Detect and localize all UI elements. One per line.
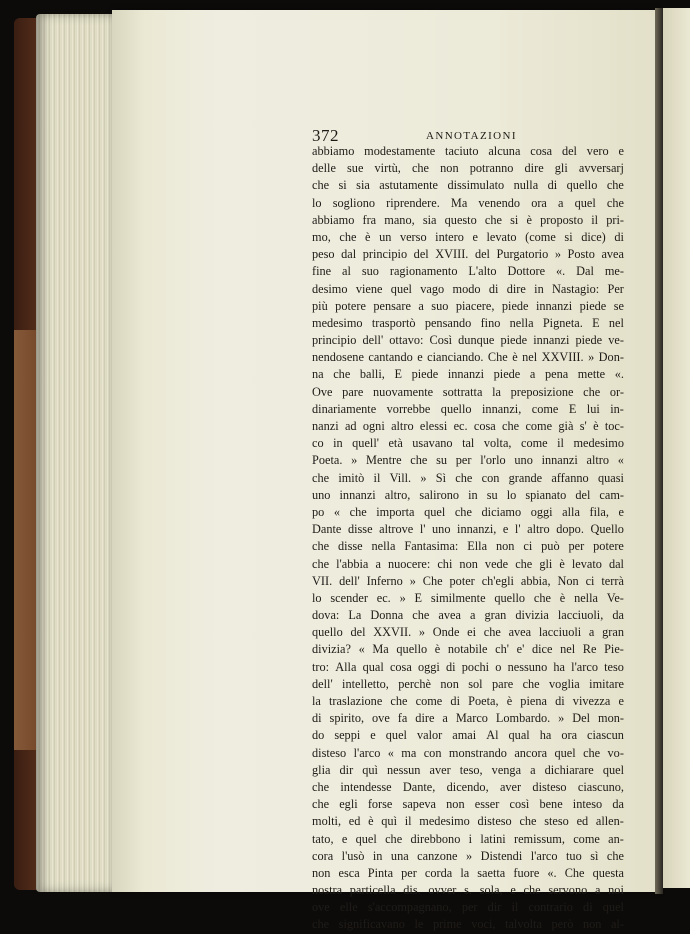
page-number: 372 xyxy=(312,126,339,145)
text-line: uno innanzi altro, salirono in su lo spianato del cam- xyxy=(312,487,624,502)
text-line: Ove pare nuovamente sottratta la preposizione che or- xyxy=(312,384,624,399)
text-line: glia dir quì nessun aver teso, venga a dichiarare quel xyxy=(312,762,624,777)
text-line: nendosene cantando e cianciando. Che è nel XXVIII. » Don- xyxy=(312,350,624,365)
text-line: dell' intelletto, perchè non sol pare che voglia imitare xyxy=(312,676,624,691)
text-line: più potere pensare a suo piacere, piede innanzi piede se xyxy=(312,298,624,313)
text-line: non esca Pinta per corda la saetta fuore «. Che questa xyxy=(312,865,624,880)
text-line: dova: La Donna che avea a gran divizia lacciuoli, da xyxy=(312,608,624,623)
text-line: divizia? « Ma quello è notabile ch' e' dice nel Re Pie- xyxy=(312,642,624,657)
text-line: che significavano le prime voci, talvolta però non al- xyxy=(312,917,624,932)
text-line: disteso l'arco « ma con monstrando ancora quel che vo- xyxy=(312,745,624,760)
text-line: abbiamo modestamente taciuto alcuna cosa del vero e xyxy=(312,144,624,158)
text-line: po « che importa quel che diciamo oggi alla fila, e xyxy=(312,504,624,519)
text-line: che egli forse sapeva non esser così bene inteso da xyxy=(312,797,624,812)
text-line: nanzi ad ogni altro elessi ec. cosa che come già s' è toc- xyxy=(312,419,624,433)
text-line: nostra particella dis. ovver s. sola, e che servono a noi xyxy=(312,883,624,898)
text-line: Dante disse altrove l' uno innanzi, e l' altro dopo. Quello xyxy=(312,522,624,537)
text-line: di spirito, ove fa dire a Marco Lombardo. » Del mon- xyxy=(312,711,624,726)
text-line: delle sue virtù, che non potranno dire gli avversarj xyxy=(312,161,624,176)
facing-page-edge xyxy=(663,8,690,888)
text-line: Poeta. » Mentre che su per l'orlo uno innanzi altro « xyxy=(312,453,624,468)
body-text xyxy=(312,143,624,934)
text-line: abbiamo fra mano, sia questo che si è proposto il pri- xyxy=(312,212,624,227)
running-head: ANNOTAZIONI xyxy=(426,130,517,142)
text-line: che disse nella Fantasima: Ella non ci può per potere xyxy=(312,539,624,554)
text-line: quello del XXVII. » Onde ei che avea lacciuoli a gran xyxy=(312,625,624,640)
text-line: che si sia astutamente dissimulato nulla di quello che xyxy=(312,178,624,193)
text-line: na che balli, E piede innanzi piede a pena mette «. xyxy=(312,367,624,382)
text-line: che l'abbia a nuocere: chi non vede che gli è levato dal xyxy=(312,556,624,571)
text-line: mo, che è un verso intero e levato (come si dice) di xyxy=(312,229,624,244)
text-line: fine al suo ragionamento L'alto Dottore «. Dal me- xyxy=(312,264,624,279)
text-line: cora l'usò in una canzone » Distendi l'arco tuo sì che xyxy=(312,848,624,863)
book-gutter xyxy=(655,8,663,894)
text-line: che imitò il Vill. » Sì che con grande affanno quasi xyxy=(312,470,624,485)
text-line: molti, ed è quì il medesimo disteso che steso ed allen- xyxy=(312,814,624,829)
text-line: peso dal principio del XVIII. del Purgatorio » Posto avea xyxy=(312,247,624,262)
text-line: co in quell' età usavano tal volta, come il medesimo xyxy=(312,436,624,451)
text-line: che intendesse Dante, dicendo, aver disteso ciascuno, xyxy=(312,779,624,794)
text-line: desimo viene quel vago modo di dire in Nastagio: Per xyxy=(312,281,624,296)
text-line: medesimo trasportò pensando fino nella Pigneta. E nel xyxy=(312,315,624,330)
text-line: do seppi e quel valor amai Al qual ha ora ciascun xyxy=(312,728,624,743)
text-line: lo sogliono riprendere. Ma venendo ora a quel che xyxy=(312,195,624,210)
text-line: dinariamente vorrebbe quello innanzi, come E lui in- xyxy=(312,401,624,416)
text-line: tato, e quel che direbbono i latini remissum, come an- xyxy=(312,831,624,846)
text-line: VII. dell' Inferno » Che poter ch'egli abbia, Non ci terrà xyxy=(312,573,624,588)
text-line: tro: Alla qual cosa oggi di pochi o nessuno ha l'arco teso xyxy=(312,659,624,674)
text-line: ove elle s'accompagnano, per dir il contrario di quel xyxy=(312,900,624,915)
text-line: principio dell' ottavo: Così dunque piede innanzi piede ve- xyxy=(312,333,624,348)
text-line: lo scender ec. » E similmente quello che è nella Ve- xyxy=(312,590,624,605)
text-line: la traslazione che come di Poeta, è piena di vivezza e xyxy=(312,694,624,708)
